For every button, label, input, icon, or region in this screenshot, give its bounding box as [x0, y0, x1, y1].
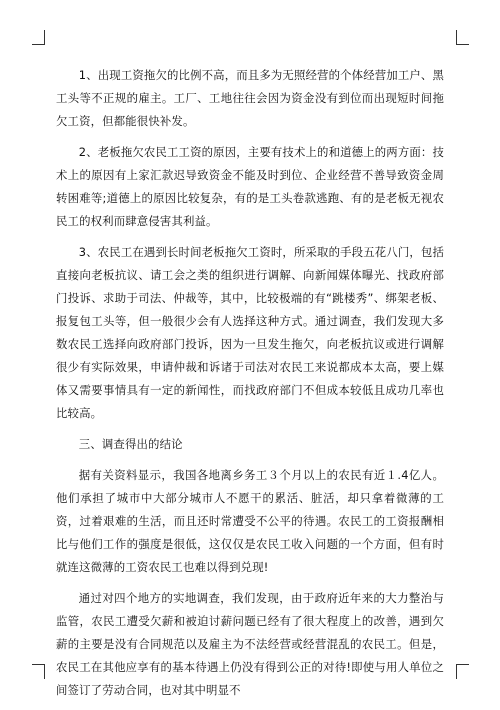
paragraph-2: 2、老板拖欠农民工工资的原因，主要有技术上的和道德上的两方面：技术上的原因有上家汇款迟导致资金不能及时到位、企业经营不善导致资金周转困难等;道德上的原因比较复杂，有的是工头卷款逃跑、有的是老板无视农民工的权利而肆意侵害其利益。: [56, 145, 444, 228]
crop-mark-top-right: [456, 30, 469, 45]
crop-mark-bottom-right: [456, 664, 469, 679]
crop-mark-top-left: [32, 30, 45, 45]
crop-mark-bottom-left: [32, 664, 45, 679]
paragraph-4: 据有关资料显示，我国各地离乡务工３个月以上的农民有近１.4亿人。他们承担了城市中大部分城市人不愿干的累活、脏活，却只拿着微薄的工资，过着艰难的生活，而且还时常遭受不公平的待遇。农民工的工资报酬相比与他们工作的强度是很低，这仅仅是农民工收入问题的一个方面，但有时就连这微薄的工资农民工也难以得到兑现!: [56, 468, 444, 574]
section-heading: 三、调查得出的结论: [78, 437, 183, 451]
paragraph-1: 1、出现工资拖欠的比例不高，而且多为无照经营的个体经营加工户、黑工头等不正规的雇主。工厂、工地往往会因为资金没有到位而出现短时间拖欠工资，但都能很快补发。: [56, 68, 444, 128]
paragraph-5: 通过对四个地方的实地调查，我们发现，由于政府近年来的大力整治与监管，农民工遭受欠薪和被迫讨薪问题已经有了很大程度上的改善，遇到欠薪的主要是没有合同规范以及雇主为不法经营或经营混乱的农民工。但是，农民工在其他应享有的基本待遇上仍没有得到公正的对待!即使与用人单位之间签订了劳动合同，也对其中明显不: [56, 591, 444, 697]
document-body: [56, 64, 444, 710]
paragraph-3: 3、农民工在遇到长时间老板拖欠工资时，所采取的手段五花八门，包括直接向老板抗议、请工会之类的组织进行调解、向新闻媒体曝光、找政府部门投诉、求助于司法、仲裁等，其中，比较极端的有“跳楼秀”、绑架老板、报复包工头等，但一般很少会有人选择这种方式。通过调查，我们发现大多数农民工选择向政府部门投诉，因为一旦发生拖欠，向老板抗议或进行调解很少有实际效果，申请仲裁和诉诸于司法对农民工来说都成本太高，要上媒体又需要事情具有一定的新闻性，而找政府部门不但成本较低且成功几率也比较高。: [56, 245, 444, 420]
